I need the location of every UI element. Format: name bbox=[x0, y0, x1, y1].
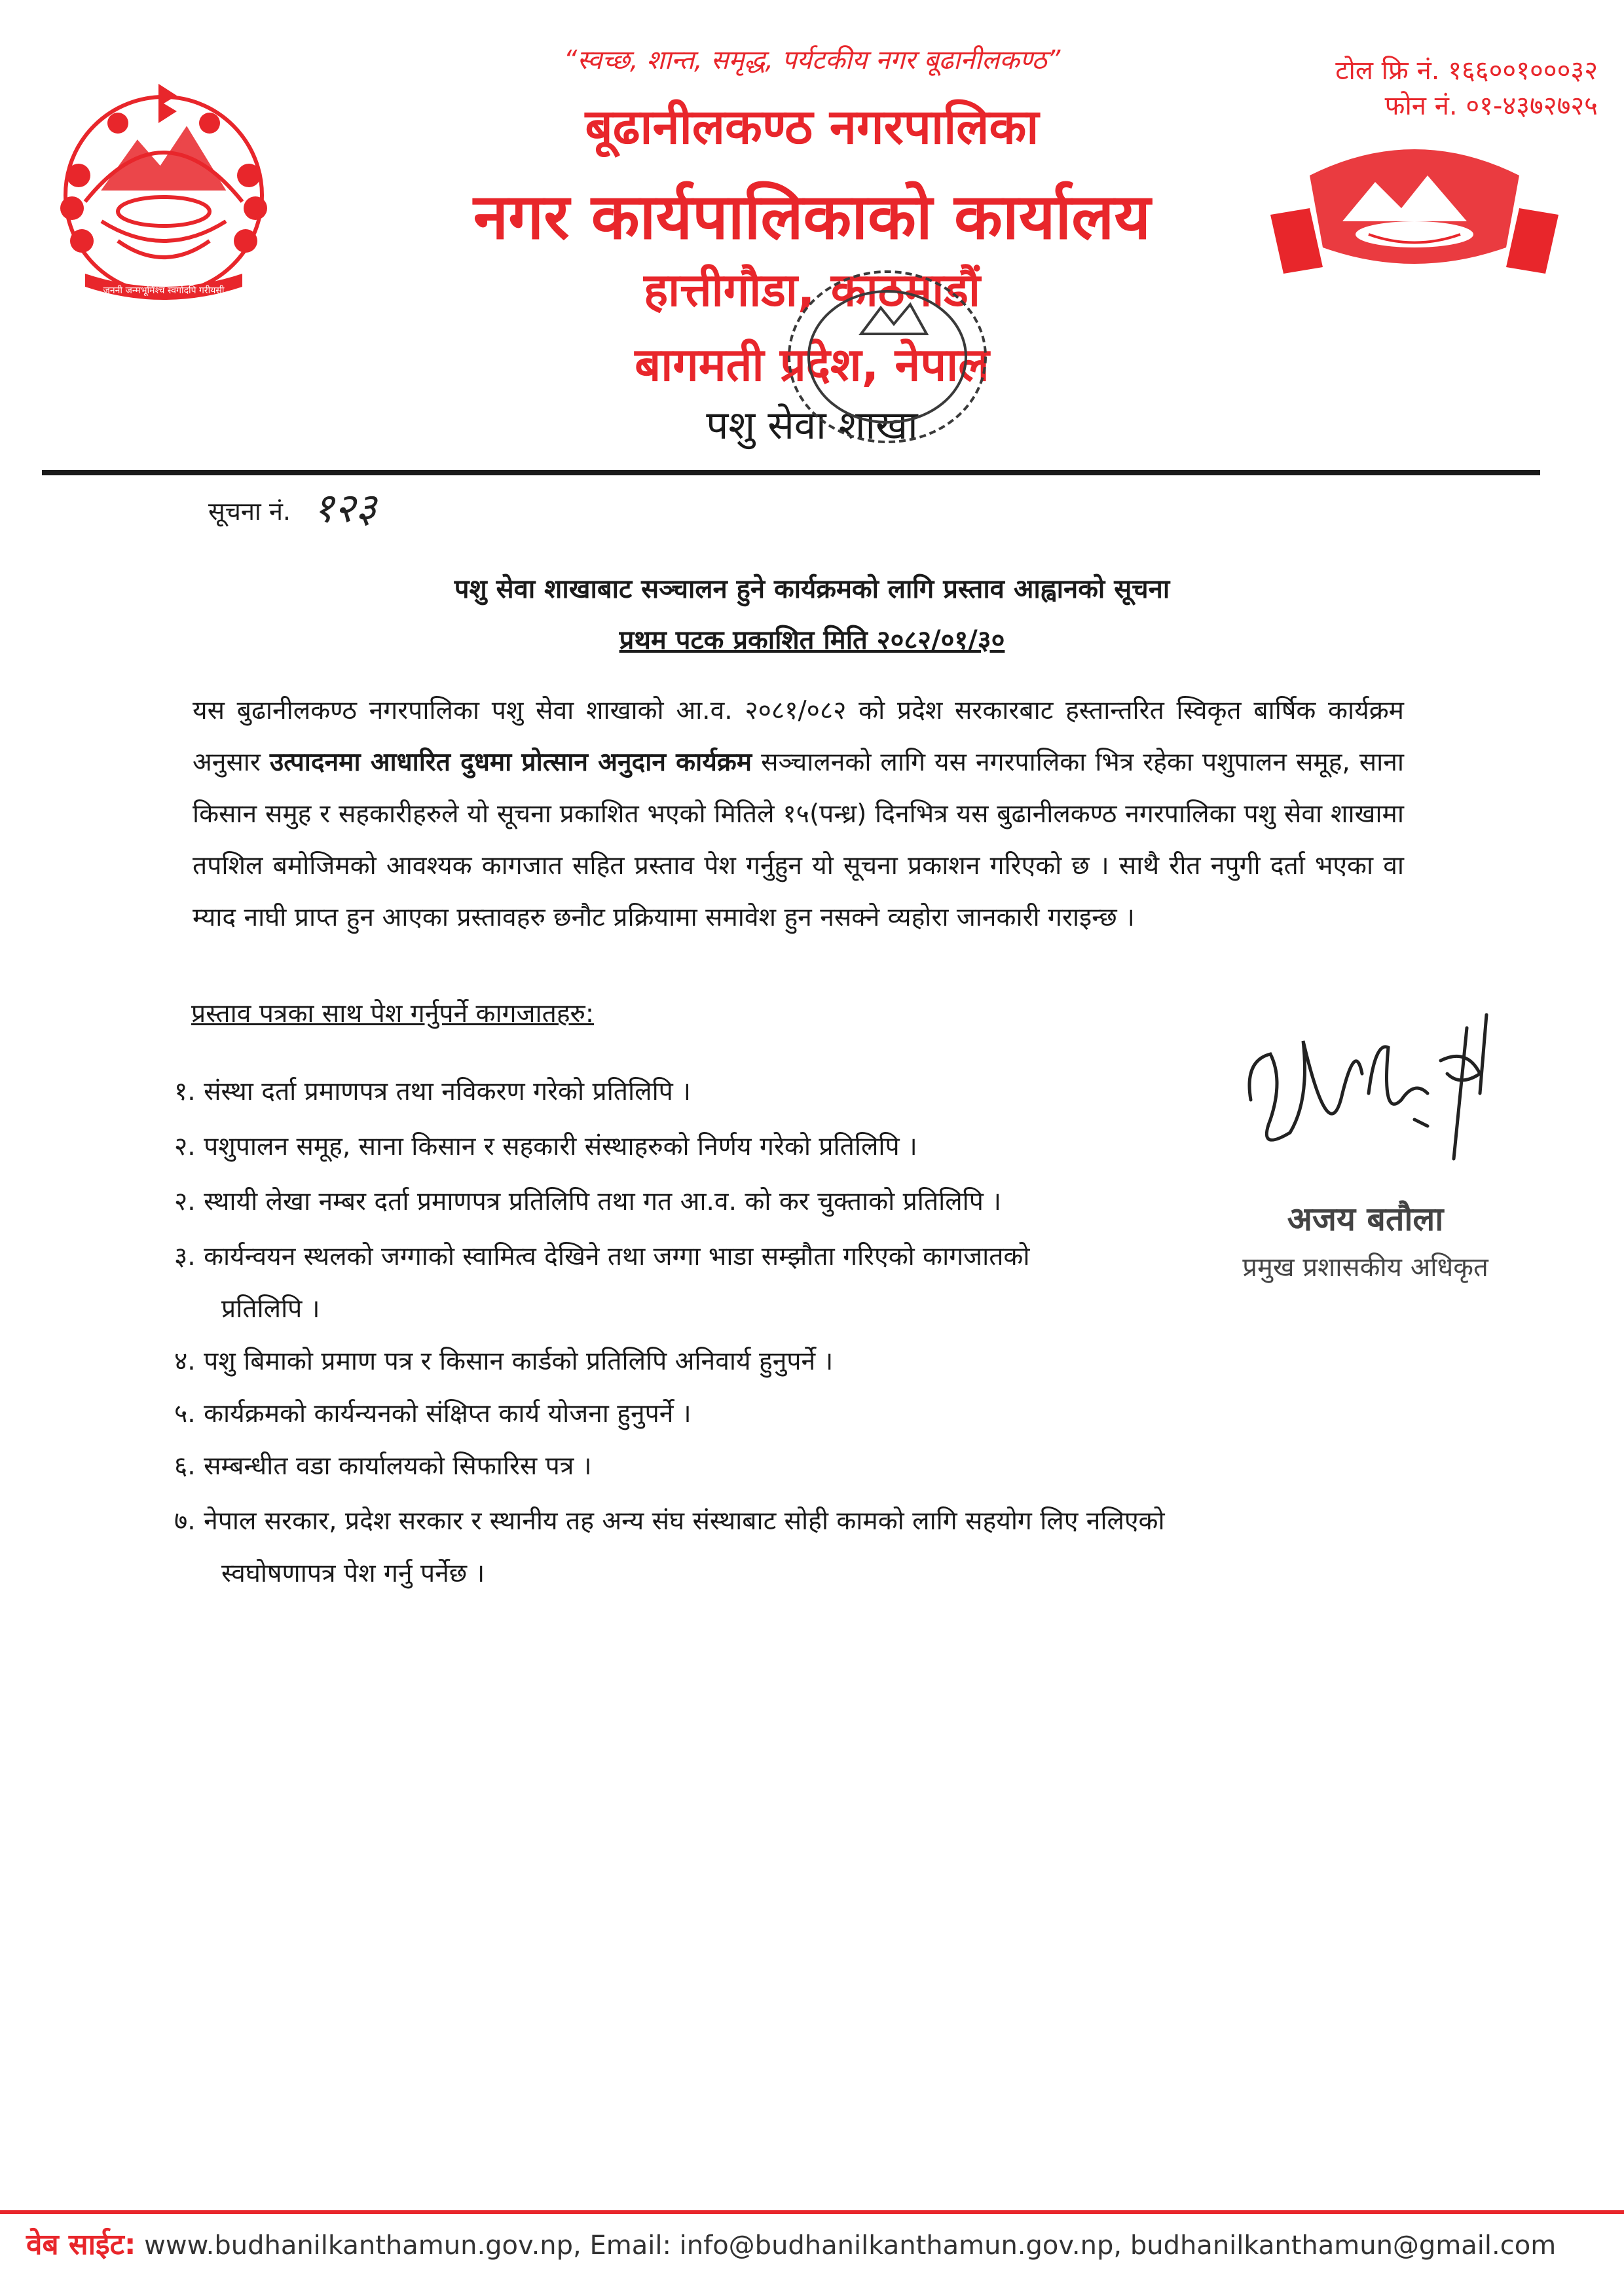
list-item: ५. कार्यक्रमको कार्यन्यनको संक्षिप्त कार्य योजना हुनुपर्ने । bbox=[174, 1399, 692, 1429]
svg-text:जननी जन्मभूमिश्च स्वर्गादपि गर: जननी जन्मभूमिश्च स्वर्गादपि गरीयसी bbox=[103, 285, 225, 296]
list-item: १. संस्था दर्ता प्रमाणपत्र तथा नविकरण गरेको प्रतिलिपि । bbox=[174, 1077, 692, 1106]
toll-free-number: टोल फ्रि नं. १६६००१०००३२ bbox=[1335, 56, 1598, 86]
municipality-name: बूढानीलकण्ठ नगरपालिका bbox=[585, 99, 1039, 155]
footer-divider bbox=[0, 2210, 1624, 2214]
list-item: ४. पशु बिमाको प्रमाण पत्र र किसान कार्डको प्रतिलिपि अनिवार्य हुनुपर्ने । bbox=[174, 1347, 834, 1376]
footer-contact bbox=[26, 2223, 1598, 2263]
signature-mark bbox=[1231, 1002, 1532, 1211]
notice-number-value: १२३ bbox=[313, 484, 377, 532]
nepal-emblem-logo bbox=[46, 77, 282, 313]
list-item: २. स्थायी लेखा नम्बर दर्ता प्रमाणपत्र प्रतिलिपि तथा गत आ.व. को कर चुक्ताको प्रतिलिपि । bbox=[174, 1187, 1002, 1216]
notice-body: यस बुढानीलकण्ठ नगरपालिका पशु सेवा शाखाको आ.व. २०८१/०८२ को प्रदेश सरकारबाट हस्तान्तरित स्विकृत बार्षिक कार्यक्रम अनुसार उत्पादनमा आधारित दुधमा प्रोत्सान अनुदान कार्यक्रम सञ्चालनको लागि यस नगरपालिका भित्र रहेका पशुपालन समूह, साना किसान समुह र सहकारीहरुले यो सूचना प्रकाशित भएको मितिले १५(पन्ध्र) दिनभित्र यस बुढानीलकण्ठ नगरपालिका पशु सेवा शाखामा तपशिल बमोजिमको आवश्यक कागजात सहित प्रस्ताव पेश गर्नुहुन यो सूचना प्रकाशन गरिएको छ । साथै रीत नपुगी दर्ता भएका वा म्याद नाघी प्राप्त हुन आएका प्रस्तावहरु छनौट प्रक्रियामा समावेश हुन नसक्ने व्यहोरा जानकारी गराइन्छ । bbox=[193, 696, 1404, 932]
list-item: ७. नेपाल सरकार, प्रदेश सरकार र स्थानीय तह अन्य संघ संस्थाबाट सोही कामको लागि सहयोग लिए नलिएको स्वघोषणापत्र पेश गर्नु पर्नेछ । bbox=[174, 1506, 1165, 1588]
phone-number: फोन नं. ०१-४३७२७२५ bbox=[1384, 91, 1598, 121]
signatory-title: प्रमुख प्रशासकीय अधिकृत bbox=[1242, 1252, 1488, 1283]
list-item: ६. सम्बन्धीत वडा कार्यालयको सिफारिस पत्र । bbox=[174, 1451, 592, 1481]
notice-number-label: सूचना नं. bbox=[208, 497, 291, 526]
address-line-1: हात्तीगौडा, काठमाडौं bbox=[643, 263, 980, 317]
office-stamp bbox=[779, 262, 995, 452]
email-label: Email: bbox=[589, 2231, 671, 2261]
notice-subject: पशु सेवा शाखाबाट सञ्चालन हुने कार्यक्रमको लागि प्रस्ताव आह्वानको सूचना bbox=[454, 574, 1170, 604]
branch-name: पशु सेवा शाखा bbox=[706, 403, 918, 448]
email-link[interactable]: info@budhanilkanthamun.gov.np, budhanilkanthamun@gmail.com bbox=[679, 2231, 1557, 2261]
address-line-2: बागमती प्रदेश, नेपाल bbox=[635, 338, 989, 392]
signatory-name: अजय बतौला bbox=[1287, 1200, 1444, 1238]
header-divider bbox=[42, 470, 1540, 475]
municipality-slogan: “स्वच्छ, शान्त, समृद्ध, पर्यटकीय नगर बूढानीलकण्ठ” bbox=[563, 45, 1061, 75]
list-item: २. पशुपालन समूह, साना किसान र सहकारी संस्थाहरुको निर्णय गरेको प्रतिलिपि । bbox=[174, 1132, 917, 1161]
website-link[interactable]: www.budhanilkanthamun.gov.np, bbox=[144, 2231, 581, 2261]
office-name: नगर कार्यपालिकाको कार्यालय bbox=[473, 180, 1151, 253]
published-date: प्रथम पटक प्रकाशित मिति २०८२/०१/३० bbox=[619, 625, 1005, 655]
program-name: उत्पादनमा आधारित दुधमा प्रोत्सान अनुदान कार्यक्रम bbox=[269, 748, 752, 777]
website-label: वेब साईट: bbox=[26, 2228, 136, 2261]
documents-heading: प्रस्ताव पत्रका साथ पेश गर्नुपर्ने कागजातहरु: bbox=[191, 999, 595, 1029]
list-item: ३. कार्यन्वयन स्थलको जग्गाको स्वामित्व देखिने तथा जग्गा भाडा सम्झौता गरिएको कागजातको प्रतिलिपि । bbox=[174, 1242, 1030, 1324]
municipality-logo bbox=[1270, 136, 1559, 306]
